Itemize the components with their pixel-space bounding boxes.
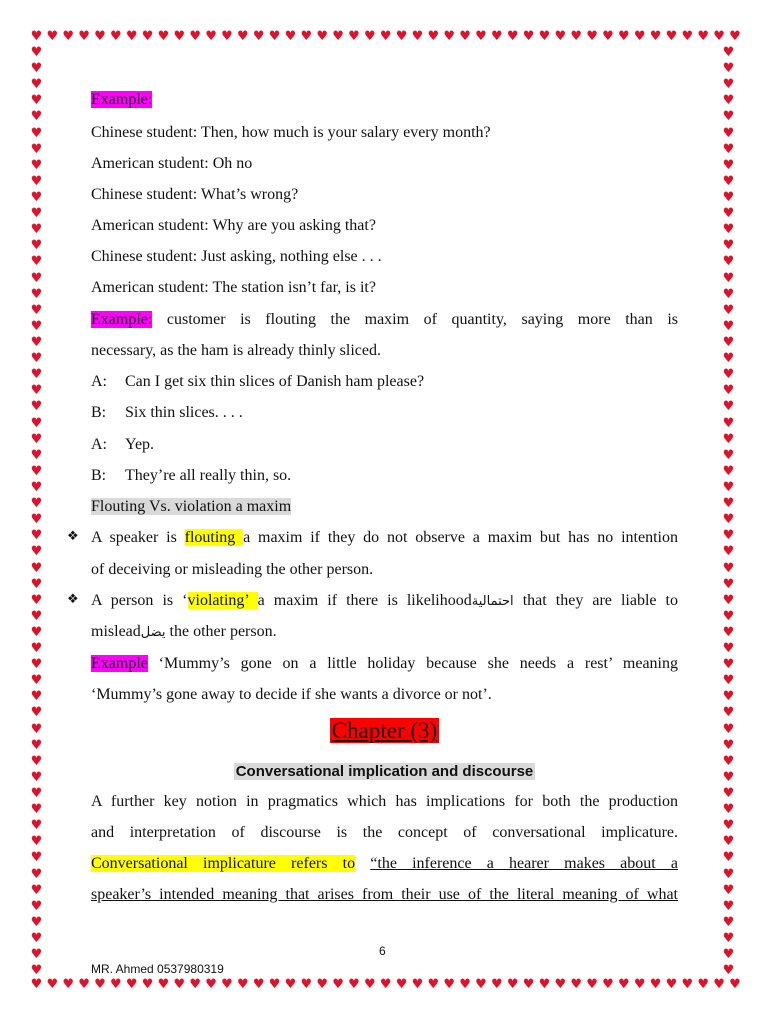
chapter-title: Chapter (3) (331, 718, 438, 743)
heart-icon: ♥ (332, 30, 344, 44)
example-2-line-1: Example: customer is flouting the maxim of quantity, saying more than is (91, 311, 679, 328)
heart-icon: ♥ (30, 383, 43, 399)
heart-icon: ♥ (722, 383, 735, 399)
paragraph-line: A further key notion in pragmatics which has implications for both the production (91, 793, 678, 810)
heart-icon: ♥ (722, 109, 735, 125)
heart-icon: ♥ (30, 447, 43, 463)
bullet-violating: ❖ A person is ‘violating’ a maxim if there is likelihoodاحتمالية that they are liable to (67, 592, 679, 609)
heart-icon: ♥ (722, 447, 735, 463)
heart-icon: ♥ (205, 30, 217, 44)
heart-icon: ♥ (554, 30, 567, 44)
heart-icon: ♥ (522, 978, 535, 992)
heart-icon: ♥ (722, 624, 735, 640)
heart-icon: ♥ (30, 657, 43, 673)
heart-icon: ♥ (491, 30, 503, 44)
heart-icon: ♥ (722, 367, 735, 383)
heart-icon: ♥ (78, 30, 90, 44)
heart-icon: ♥ (722, 931, 735, 947)
heart-icon: ♥ (722, 769, 735, 785)
heart-icon: ♥ (722, 270, 735, 286)
heart-icon: ♥ (30, 914, 43, 930)
heart-icon: ♥ (30, 77, 43, 93)
diamond-bullet-icon: ❖ (67, 592, 79, 607)
heart-icon: ♥ (252, 978, 265, 992)
heart-icon: ♥ (30, 46, 43, 60)
heart-icon: ♥ (205, 978, 217, 992)
heart-icon: ♥ (506, 30, 519, 44)
heart-icon: ♥ (30, 641, 43, 657)
heart-icon: ♥ (268, 978, 281, 992)
heart-icon: ♥ (30, 947, 43, 963)
heart-icon: ♥ (332, 978, 344, 992)
heart-icon: ♥ (30, 528, 43, 544)
heart-icon: ♥ (125, 30, 138, 44)
heart-icon: ♥ (722, 238, 735, 254)
heart-icon: ♥ (665, 978, 678, 992)
heart-icon: ♥ (316, 30, 329, 44)
heart-icon: ♥ (62, 30, 75, 44)
heart-icon: ♥ (348, 978, 360, 992)
heart-icon: ♥ (364, 30, 376, 44)
heart-icon: ♥ (722, 882, 735, 898)
heart-icon: ♥ (722, 592, 735, 608)
heart-icon: ♥ (506, 978, 519, 992)
heart-icon: ♥ (602, 30, 614, 44)
dialogue-row: A: Can I get six thin slices of Danish ham please? (91, 373, 425, 390)
heart-icon: ♥ (722, 173, 735, 189)
heart-icon: ♥ (586, 978, 598, 992)
heart-icon: ♥ (379, 30, 392, 44)
heart-icon: ♥ (300, 30, 313, 44)
flouting-heading: Flouting Vs. violation a maxim (91, 498, 292, 515)
heart-icon: ♥ (30, 302, 43, 318)
heart-icon: ♥ (722, 125, 735, 141)
heart-icon: ♥ (110, 30, 122, 44)
heart-icon: ♥ (649, 978, 662, 992)
heart-icon: ♥ (722, 753, 735, 769)
heart-icon: ♥ (30, 560, 43, 576)
heart-border-bottom (30, 978, 742, 994)
heart-icon: ♥ (722, 431, 735, 447)
footer-author: MR. Ahmed 0537980319 (91, 962, 224, 976)
heart-border-right (722, 46, 738, 978)
heart-icon: ♥ (189, 30, 202, 44)
heart-icon: ♥ (459, 30, 471, 44)
heart-icon: ♥ (722, 286, 735, 302)
dialogue-row: B: They’re all really thin, so. (91, 467, 292, 484)
heart-icon: ♥ (722, 544, 735, 560)
heart-icon: ♥ (570, 30, 583, 44)
heart-icon: ♥ (722, 528, 735, 544)
heart-icon: ♥ (722, 318, 735, 334)
heart-icon: ♥ (395, 30, 408, 44)
dialogue-line: American student: Oh no (91, 155, 253, 172)
example-3-label: Example (91, 655, 148, 672)
heart-icon: ♥ (300, 978, 313, 992)
heart-icon: ♥ (722, 61, 735, 77)
heart-icon: ♥ (443, 30, 456, 44)
heart-icon: ♥ (586, 30, 598, 44)
heart-icon: ♥ (722, 608, 735, 624)
heart-icon: ♥ (30, 737, 43, 753)
heart-icon: ♥ (681, 978, 694, 992)
heart-icon: ♥ (722, 866, 735, 882)
heart-icon: ♥ (491, 978, 503, 992)
bullet-violating-line-2: misleadيضل the other person. (91, 623, 277, 640)
heart-icon: ♥ (722, 786, 735, 802)
heart-icon: ♥ (30, 254, 43, 270)
heart-icon: ♥ (30, 705, 43, 721)
dialogue-line: Chinese student: Just asking, nothing else . . . (91, 248, 382, 265)
heart-border-left (30, 46, 46, 978)
heart-icon: ♥ (94, 978, 106, 992)
heart-icon: ♥ (364, 978, 376, 992)
heart-icon: ♥ (722, 576, 735, 592)
dialogue-row: B: Six thin slices. . . . (91, 404, 243, 421)
heart-icon: ♥ (237, 978, 249, 992)
dialogue-line: Chinese student: Then, how much is your salary every month? (91, 124, 491, 141)
heart-icon: ♥ (30, 721, 43, 737)
paragraph-line: and interpretation of discourse is the concept of conversational implicature. (91, 824, 678, 841)
heart-icon: ♥ (30, 753, 43, 769)
heart-icon: ♥ (30, 399, 43, 415)
heart-icon: ♥ (237, 30, 249, 44)
example-3-line-1: Example ‘Mummy’s gone on a little holiday because she needs a rest’ meaning (91, 655, 678, 672)
heart-icon: ♥ (30, 850, 43, 866)
paragraph-line: speaker’s intended meaning that arises from their use of the literal meaning of what (91, 886, 678, 903)
heart-icon: ♥ (722, 963, 735, 978)
heart-icon: ♥ (30, 818, 43, 834)
example-2-label: Example: (91, 311, 153, 328)
heart-icon: ♥ (722, 93, 735, 109)
heart-icon: ♥ (30, 157, 43, 173)
diamond-bullet-icon: ❖ (67, 529, 79, 544)
heart-icon: ♥ (722, 512, 735, 528)
heart-icon: ♥ (722, 479, 735, 495)
heart-icon: ♥ (46, 30, 59, 44)
heart-icon: ♥ (722, 334, 735, 350)
heart-icon: ♥ (173, 978, 186, 992)
heart-icon: ♥ (30, 93, 43, 109)
heart-icon: ♥ (713, 978, 725, 992)
heart-icon: ♥ (602, 978, 614, 992)
heart-icon: ♥ (570, 978, 583, 992)
heart-icon: ♥ (411, 30, 424, 44)
heart-icon: ♥ (681, 30, 694, 44)
heart-icon: ♥ (722, 898, 735, 914)
heart-icon: ♥ (379, 978, 392, 992)
heart-icon: ♥ (316, 978, 329, 992)
heart-icon: ♥ (30, 689, 43, 705)
heart-icon: ♥ (30, 479, 43, 495)
paragraph-line: Conversational implicature refers to “the inference a hearer makes about a (91, 855, 679, 872)
heart-icon: ♥ (268, 30, 281, 44)
heart-icon: ♥ (722, 496, 735, 512)
heart-icon: ♥ (30, 882, 43, 898)
heart-icon: ♥ (722, 673, 735, 689)
heart-icon: ♥ (427, 978, 440, 992)
heart-icon: ♥ (722, 818, 735, 834)
heart-icon: ♥ (141, 978, 154, 992)
heart-icon: ♥ (30, 608, 43, 624)
heart-icon: ♥ (649, 30, 662, 44)
heart-icon: ♥ (427, 30, 440, 44)
heart-icon: ♥ (713, 30, 725, 44)
heart-icon: ♥ (30, 512, 43, 528)
heart-icon: ♥ (722, 351, 735, 367)
heart-icon: ♥ (722, 834, 735, 850)
heart-icon: ♥ (722, 222, 735, 238)
heart-icon: ♥ (30, 334, 43, 350)
heart-icon: ♥ (30, 141, 43, 157)
heart-icon: ♥ (722, 141, 735, 157)
heart-icon: ♥ (475, 978, 487, 992)
heart-icon: ♥ (665, 30, 678, 44)
heart-icon: ♥ (722, 157, 735, 173)
heart-icon: ♥ (522, 30, 535, 44)
heart-icon: ♥ (30, 544, 43, 560)
heart-icon: ♥ (722, 463, 735, 479)
heart-icon: ♥ (94, 30, 106, 44)
dialogue-row: A: Yep. (91, 436, 155, 453)
heart-icon: ♥ (30, 270, 43, 286)
heart-icon: ♥ (30, 963, 43, 978)
heart-icon: ♥ (30, 125, 43, 141)
heart-icon: ♥ (157, 978, 170, 992)
page-number: 6 (379, 944, 386, 958)
heart-icon: ♥ (30, 978, 43, 992)
heart-icon: ♥ (348, 30, 360, 44)
heart-icon: ♥ (30, 286, 43, 302)
heart-icon: ♥ (722, 206, 735, 222)
heart-icon: ♥ (30, 189, 43, 205)
heart-icon: ♥ (30, 415, 43, 431)
heart-icon: ♥ (252, 30, 265, 44)
heart-icon: ♥ (722, 254, 735, 270)
heart-icon: ♥ (411, 978, 424, 992)
heart-icon: ♥ (475, 30, 487, 44)
heart-icon: ♥ (30, 802, 43, 818)
dialogue-line: Chinese student: What’s wrong? (91, 186, 299, 203)
example-3-line-2: ‘Mummy’s gone away to decide if she wants a divorce or not’. (91, 686, 492, 703)
heart-icon: ♥ (722, 189, 735, 205)
heart-icon: ♥ (62, 978, 75, 992)
heart-icon: ♥ (141, 30, 154, 44)
heart-icon: ♥ (722, 914, 735, 930)
heart-icon: ♥ (722, 415, 735, 431)
heart-icon: ♥ (30, 866, 43, 882)
heart-icon: ♥ (78, 978, 90, 992)
heart-icon: ♥ (722, 850, 735, 866)
heart-icon: ♥ (729, 30, 741, 44)
heart-icon: ♥ (30, 673, 43, 689)
heart-icon: ♥ (722, 399, 735, 415)
heart-icon: ♥ (30, 30, 43, 44)
heart-icon: ♥ (125, 978, 138, 992)
heart-icon: ♥ (722, 77, 735, 93)
dialogue-line: American student: The station isn’t far, is it? (91, 279, 376, 296)
heart-icon: ♥ (30, 61, 43, 77)
heart-icon: ♥ (538, 30, 551, 44)
heart-icon: ♥ (722, 46, 735, 60)
heart-icon: ♥ (221, 978, 233, 992)
heart-icon: ♥ (443, 978, 456, 992)
heart-icon: ♥ (30, 834, 43, 850)
heart-icon: ♥ (30, 786, 43, 802)
heart-icon: ♥ (284, 978, 297, 992)
heart-icon: ♥ (722, 721, 735, 737)
heart-icon: ♥ (30, 931, 43, 947)
heart-icon: ♥ (697, 978, 710, 992)
heart-icon: ♥ (30, 173, 43, 189)
heart-icon: ♥ (633, 978, 646, 992)
heart-icon: ♥ (30, 624, 43, 640)
heart-icon: ♥ (722, 705, 735, 721)
heart-icon: ♥ (30, 351, 43, 367)
heart-icon: ♥ (46, 978, 59, 992)
heart-icon: ♥ (30, 367, 43, 383)
bullet-flouting: ❖ A speaker is flouting a maxim if they do not observe a maxim but has no intention (67, 529, 678, 546)
heart-icon: ♥ (30, 576, 43, 592)
heart-icon: ♥ (30, 431, 43, 447)
section-title: Conversational implication and discourse (235, 763, 534, 780)
heart-icon: ♥ (722, 802, 735, 818)
heart-icon: ♥ (30, 318, 43, 334)
heart-border-top (30, 30, 742, 46)
heart-icon: ♥ (459, 978, 471, 992)
heart-icon: ♥ (189, 978, 202, 992)
heart-icon: ♥ (633, 30, 646, 44)
heart-icon: ♥ (722, 302, 735, 318)
heart-icon: ♥ (554, 978, 567, 992)
dialogue-line: American student: Why are you asking that? (91, 217, 376, 234)
heart-icon: ♥ (221, 30, 233, 44)
heart-icon: ♥ (30, 592, 43, 608)
heart-icon: ♥ (30, 222, 43, 238)
heart-icon: ♥ (173, 30, 186, 44)
heart-icon: ♥ (284, 30, 297, 44)
example-1-label: Example: (91, 91, 153, 108)
heart-icon: ♥ (30, 238, 43, 254)
heart-icon: ♥ (618, 978, 630, 992)
bullet-flouting-line-2: of deceiving or misleading the other person. (91, 561, 374, 578)
heart-icon: ♥ (722, 657, 735, 673)
heart-icon: ♥ (538, 978, 551, 992)
heart-icon: ♥ (722, 689, 735, 705)
heart-icon: ♥ (618, 30, 630, 44)
heart-icon: ♥ (395, 978, 408, 992)
example-2-line-2: necessary, as the ham is already thinly sliced. (91, 342, 381, 359)
heart-icon: ♥ (30, 463, 43, 479)
heart-icon: ♥ (30, 898, 43, 914)
heart-icon: ♥ (30, 109, 43, 125)
heart-icon: ♥ (722, 947, 735, 963)
heart-icon: ♥ (722, 641, 735, 657)
heart-icon: ♥ (30, 496, 43, 512)
heart-icon: ♥ (729, 978, 741, 992)
heart-icon: ♥ (30, 206, 43, 222)
heart-icon: ♥ (110, 978, 122, 992)
heart-icon: ♥ (722, 560, 735, 576)
heart-icon: ♥ (722, 737, 735, 753)
heart-icon: ♥ (30, 769, 43, 785)
heart-icon: ♥ (697, 30, 710, 44)
heart-icon: ♥ (157, 30, 170, 44)
